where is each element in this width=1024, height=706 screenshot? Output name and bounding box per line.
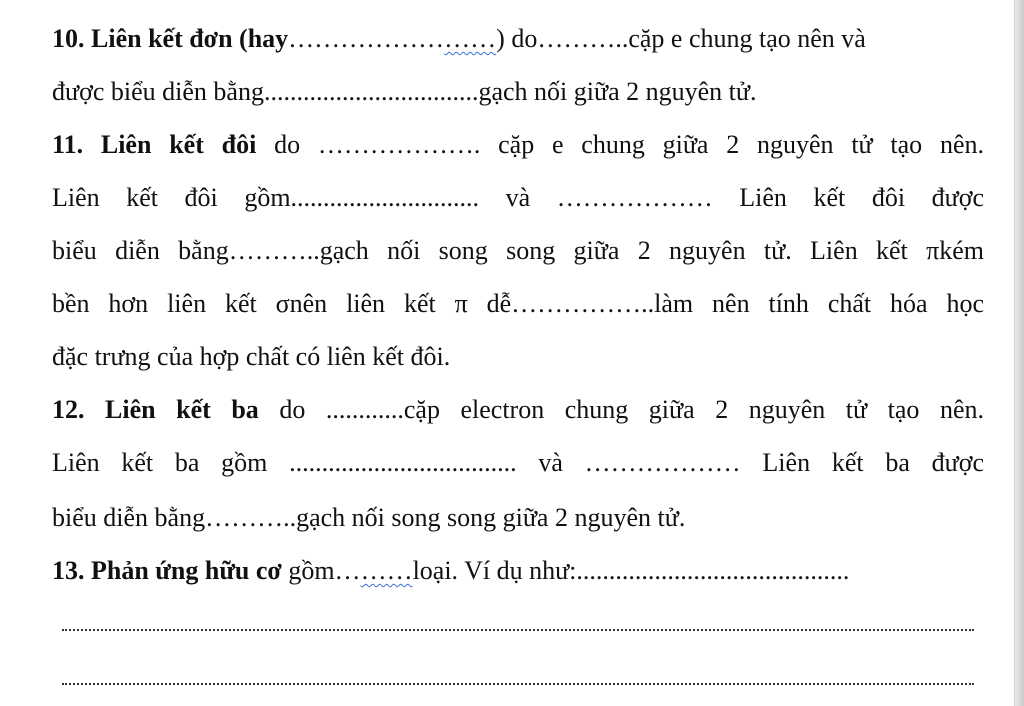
q11-line-2: Liên kết đôi gồm............................. và ……………… Liên kết đôi được [52,183,984,212]
q13-text-2: loại. Ví dụ như:.......................................... [412,556,850,585]
q10-heading: Liên kết đơn (hay [84,24,289,53]
q11-number: 11. [52,130,84,159]
q12-heading: Liên kết ba [84,395,259,424]
q10-blank-1: ……………… [288,24,445,53]
q10-line-2: được biểu diễn bằng.................................gạch nối giữa 2 nguyên tử. [52,77,757,106]
q10-spellcheck-blank: …… [444,24,497,53]
q10-number: 10. [52,24,85,53]
q12-number: 12. [52,395,85,424]
q13-heading: Phản ứng hữu cơ [84,556,282,585]
q11-text-1: do ………………. cặp e chung giữa 2 nguyên tử tạo nên. [256,130,984,159]
answer-dotted-line [62,629,974,631]
q10-text-1: ) do………..cặp e chung tạo nên và [496,24,866,53]
q12-line-2: Liên kết ba gồm ................................... và ……………… Liên kết ba được [52,448,984,477]
q13-spellcheck-blank: …… [360,556,413,585]
scrollbar[interactable] [1014,0,1024,706]
q13-line-1 [52,556,984,586]
q11-line-1 [52,130,984,160]
q11-heading: Liên kết đôi [83,130,257,159]
q11-line-4: bền hơn liên kết σnên liên kết π dễ……………..làm nên tính chất hóa học [52,289,984,318]
q12-text-1: do ............cặp electron chung giữa 2 nguyên tử tạo nên. [258,395,984,424]
answer-dotted-line [62,683,974,685]
q13-number: 13. [52,556,85,585]
q11-line-5: đặc trưng của hợp chất có liên kết đôi. [52,342,451,371]
q10-line-1 [52,24,984,54]
q13-text-1: gồm… [281,556,361,585]
q12-line-1 [52,395,984,425]
q12-line-3: biểu diễn bằng………..gạch nối song song giữa 2 nguyên tử. [52,503,686,532]
q11-line-3: biểu diễn bằng………..gạch nối song song giữa 2 nguyên tử. Liên kết πkém [52,236,984,265]
